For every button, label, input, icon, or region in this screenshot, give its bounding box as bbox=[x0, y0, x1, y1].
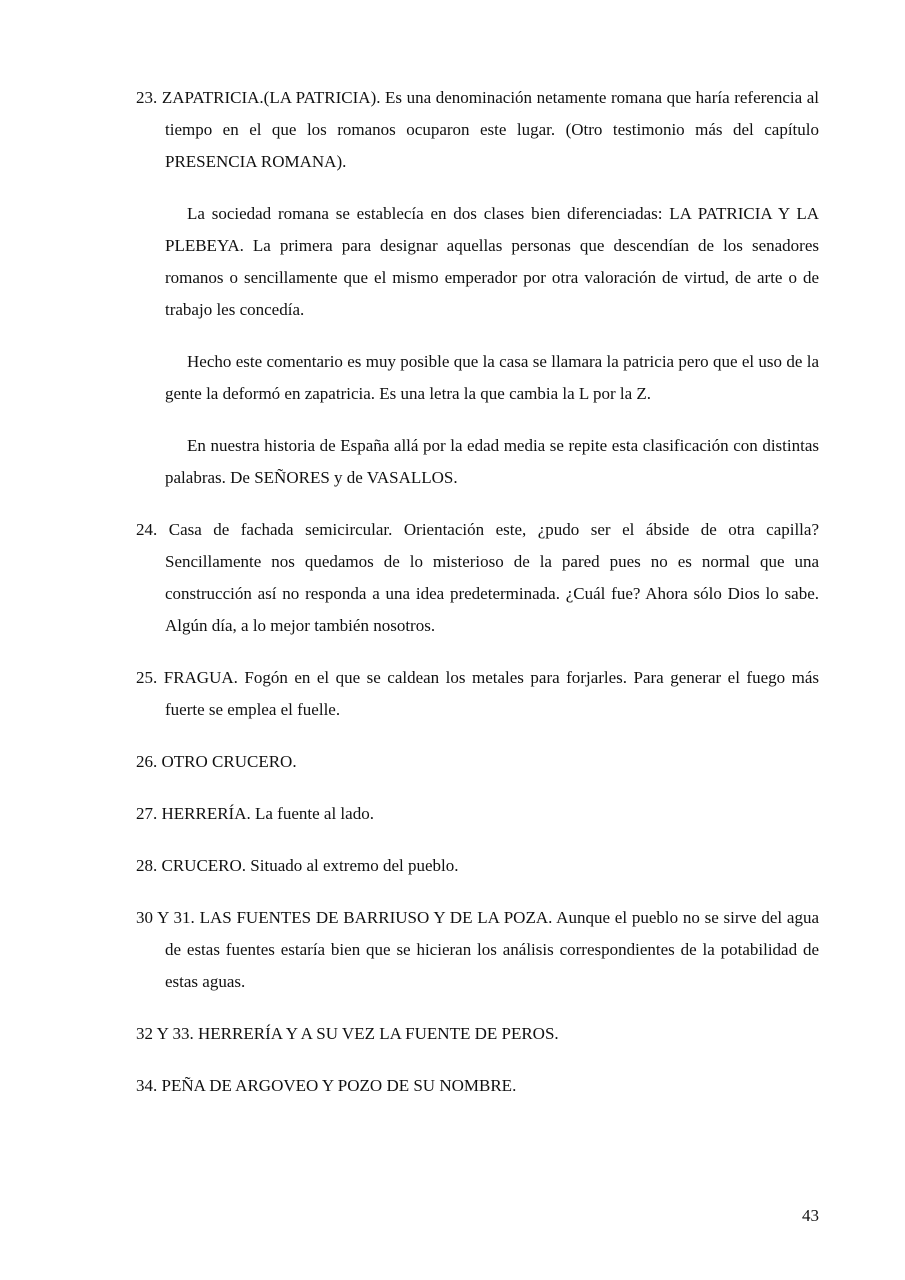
entry-34: 34. PEÑA DE ARGOVEO Y POZO DE SU NOMBRE. bbox=[136, 1076, 517, 1095]
entry-23-paragraph-3: Hecho este comentario es muy posible que la casa se llamara la patricia pero que el uso de la gente la deformó en zapatricia. Es una letra la que cambia la L por la Z. bbox=[165, 352, 819, 403]
page-number: 43 bbox=[802, 1206, 819, 1225]
entry-24: 24. Casa de fachada semicircular. Orientación este, ¿pudo ser el ábside de otra capilla? Sencillamente nos quedamos de lo misterioso de la pared pues no es normal que una construcción así no responda a una idea predeterminada. ¿Cuál fue? Ahora sólo Dios lo sabe. Algún día, a lo mejor también nosotros. bbox=[136, 520, 819, 635]
entry-26: 26. OTRO CRUCERO. bbox=[136, 752, 297, 771]
entry-30-31: 30 Y 31. LAS FUENTES DE BARRIUSO Y DE LA POZA. Aunque el pueblo no se sirve del agua de estas fuentes estaría bien que se hicieran los análisis correspondientes de la potabilidad de estas aguas. bbox=[136, 908, 819, 991]
entry-28: 28. CRUCERO. Situado al extremo del pueblo. bbox=[136, 856, 459, 875]
page-body bbox=[136, 82, 819, 1122]
entry-23-paragraph-4: En nuestra historia de España allá por la edad media se repite esta clasificación con distintas palabras. De SEÑORES y de VASALLOS. bbox=[165, 436, 819, 487]
entry-25: 25. FRAGUA. Fogón en el que se caldean los metales para forjarles. Para generar el fuego más fuerte se emplea el fuelle. bbox=[136, 668, 819, 719]
entry-23: 23. ZAPATRICIA.(LA PATRICIA). Es una denominación netamente romana que haría referencia al tiempo en el que los romanos ocuparon este lugar. (Otro testimonio más del capítulo PRESENCIA ROMANA). bbox=[136, 88, 819, 171]
entry-23-paragraph-2: La sociedad romana se establecía en dos clases bien diferenciadas: LA PATRICIA Y LA PLEBEYA. La primera para designar aquellas personas que descendían de los senadores romanos o sencillamente que el mismo emperador por otra valoración de virtud, de arte o de trabajo les concedía. bbox=[165, 204, 819, 319]
entry-27: 27. HERRERÍA. La fuente al lado. bbox=[136, 804, 374, 823]
entry-32-33: 32 Y 33. HERRERÍA Y A SU VEZ LA FUENTE DE PEROS. bbox=[136, 1024, 559, 1043]
